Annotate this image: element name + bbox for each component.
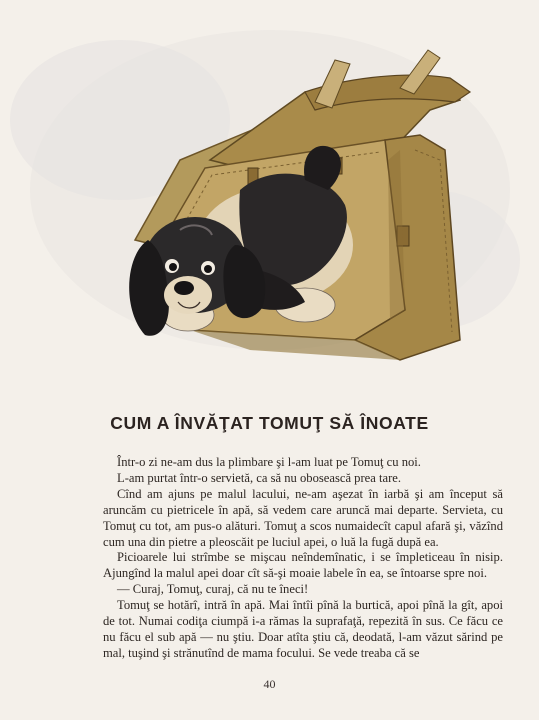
paragraph: — Curaj, Tomuţ, curaj, că nu te îneci! — [117, 582, 309, 597]
page-number: 40 — [263, 677, 276, 691]
story-text — [103, 455, 503, 662]
chapter-title: CUM A ÎNVĂŢAT TOMUŢ SĂ ÎNOATE — [110, 413, 429, 433]
paragraph: Picioarele lui strîmbe se mişcau neîndemînatic, i se împleticeau în nisip. Ajungînd la malul apei doar cît să-şi moaie labele în ea, se întoarse spre noi. — [103, 550, 503, 581]
paragraph: Cînd am ajuns pe malul lacului, ne-am aşezat în iarbă şi am început să aruncăm cu pietricele în apă, să vedem care aruncă mai departe. Servieta, cu Tomuţ cu tot, am pus-o alături. Tomuţ a scos numaidecît capul afară şi, văzînd cum una din pietre a pleoscăit pe luciul apei, o luă la fugă după ea. — [103, 486, 503, 549]
paragraph: Într-o zi ne-am dus la plimbare şi l-am luat pe Tomuţ cu noi. — [117, 455, 421, 469]
puppy-in-briefcase-illustration — [100, 40, 500, 370]
paragraph: Tomuţ se hotărî, intră în apă. Mai întîi pînă la burtică, apoi pînă la gît, apoi de tot. Numai codiţa ciumpă i-a rămas la suprafaţă, repezită în sus. Ce făcu ce nu făcu el sub apă — nu ştiu. Doar atîta ştiu că, deodată, l-am văzut sărind pe mal, tuşind şi strănutînd de mama focului. Se vede treaba că se — [103, 598, 503, 660]
paragraph: L-am purtat într-o servietă, ca să nu obosească prea tare. — [117, 470, 402, 485]
